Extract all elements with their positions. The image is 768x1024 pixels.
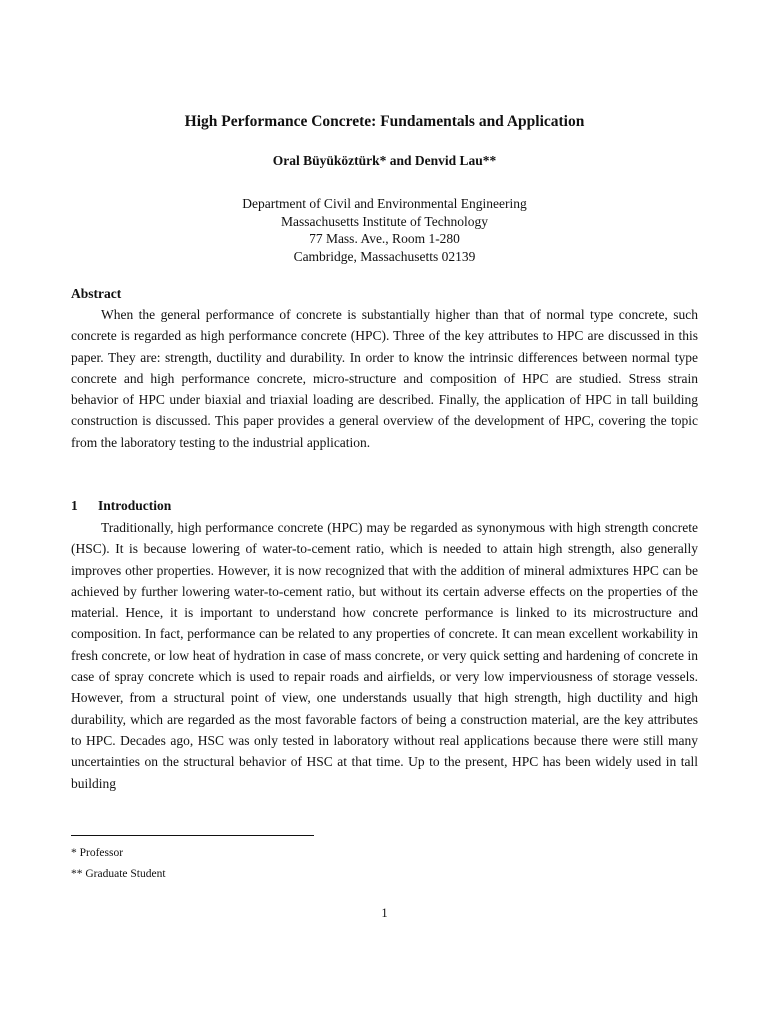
section-title: Introduction	[98, 498, 172, 513]
affiliation-block	[71, 195, 698, 265]
affiliation-city: Cambridge, Massachusetts 02139	[293, 248, 476, 264]
introduction-heading	[71, 497, 171, 515]
footnotes	[71, 843, 698, 885]
abstract-body: When the general performance of concrete is substantially higher than that of normal type concrete, such concrete is regarded as high performance concrete (HPC). Three of the key attributes to HPC are discussed in this paper. They are: strength, ductility and durability. In order to know the intrinsic differences between normal type concrete and high performance concrete, micro-structure and composition of HPC are studied. Stress strain behavior of HPC under biaxial and triaxial loading are described. Finally, the application of HPC in tall building construction is discussed. This paper provides a general overview of the development of HPC, covering the topic from the laboratory testing to the industrial application.	[71, 307, 698, 450]
affiliation-department: Department of Civil and Environmental Engineering	[242, 196, 527, 211]
introduction-body: Traditionally, high performance concrete (HPC) may be regarded as synonymous with high strength concrete (HSC). It is because lowering of water-to-cement ratio, which is needed to attain high strength, also generally improves other properties. However, it is now recognized that with the addition of mineral admixtures HPC can be achieved by further lowering water-to-cement ratio, but without its certain adverse effects on the properties of the material. Hence, it is important to understand how concrete performance is linked to its microstructure and composition. In fact, performance can be related to any properties of concrete. It can mean excellent workability in fresh concrete, or low heat of hydration in case of mass concrete, or very quick setting and hardening of concrete in case of spray concrete which is used to repair roads and airfields, or very low imperviousness of storage vessels. However, from a structural point of view, one understands usually that high strength, high ductility and high durability, which are regarded as the most favorable factors of being a construction material, are the key attributes to HPC. Decades ago, HSC was only tested in laboratory without real applications because there were still many uncertainties on the structural behavior of HSC at that time. Up to the present, HPC has been widely used in tall building	[71, 520, 698, 791]
section-number: 1	[71, 498, 78, 513]
paper-page	[71, 0, 698, 1024]
affiliation-address: 77 Mass. Ave., Room 1-280	[309, 231, 460, 246]
footnote-graduate-student: ** Graduate Student	[71, 868, 166, 880]
page-number: 1	[381, 906, 388, 920]
affiliation-institution: Massachusetts Institute of Technology	[281, 213, 488, 229]
paper-title: High Performance Concrete: Fundamentals and Application	[184, 113, 585, 130]
footnote-divider	[71, 835, 314, 836]
paper-authors: Oral Büyüköztürk* and Denvid Lau**	[272, 153, 497, 168]
footnote-professor: * Professor	[71, 847, 124, 859]
abstract-heading: Abstract	[71, 286, 122, 301]
